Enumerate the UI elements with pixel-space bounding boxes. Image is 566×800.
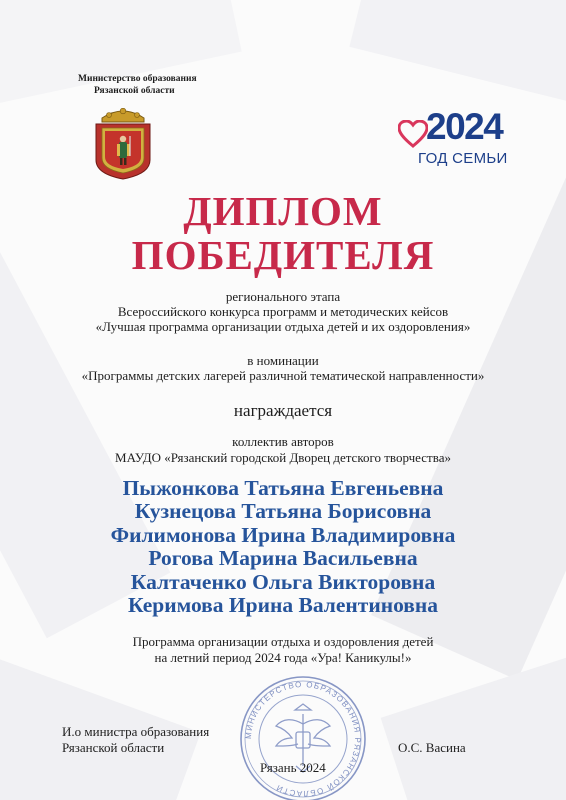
program-line-2: на летний период 2024 года «Ура! Каникулы!» bbox=[154, 650, 412, 665]
contest-line-3: «Лучшая программа организации отдыха детей и их оздоровления» bbox=[95, 319, 471, 334]
contest-line-2: Всероссийского конкурса программ и методических кейсов bbox=[117, 304, 449, 319]
year-number: 2024 bbox=[426, 106, 503, 147]
program-description bbox=[0, 634, 566, 666]
team-line-2: МАУДО «Рязанский городской Дворец детского творчества» bbox=[115, 450, 451, 465]
program-line-1: Программа организации отдыха и оздоровления детей bbox=[132, 634, 434, 649]
year-caption: ГОД СЕМЬИ bbox=[418, 150, 508, 167]
authors-list bbox=[0, 477, 566, 617]
coat-of-arms-icon bbox=[94, 108, 152, 180]
city-year: Рязань 2024 bbox=[260, 760, 326, 775]
nomination-line-2: «Программы детских лагерей различной тематической направленности» bbox=[81, 368, 485, 383]
team-line-1: коллектив авторов bbox=[232, 434, 334, 449]
diploma-title-line-2: ПОБЕДИТЕЛЯ bbox=[131, 232, 435, 278]
seal-ring-text: МИНИСТЕРСТВО ОБРАЗОВАНИЯ РЯЗАНСКОЙ ОБЛАСТИ bbox=[243, 679, 363, 799]
position-line-2: Рязанской области bbox=[62, 740, 165, 755]
author-name: Калтаченко Ольга Викторовна bbox=[130, 569, 436, 594]
contest-description bbox=[0, 289, 566, 334]
seal-icon bbox=[238, 674, 368, 800]
heart-icon bbox=[398, 120, 428, 148]
signatory-position bbox=[62, 724, 209, 756]
nomination bbox=[0, 353, 566, 383]
background-shape bbox=[381, 650, 566, 800]
awarded-label: награждается bbox=[233, 401, 333, 420]
nomination-line-1: в номинации bbox=[247, 353, 319, 368]
team-block bbox=[0, 434, 566, 466]
diploma-title-line-1: ДИПЛОМ bbox=[183, 188, 383, 234]
ministry-line-1: Министерство образования bbox=[78, 74, 197, 84]
author-name: Пыжонкова Татьяна Евгеньевна bbox=[122, 476, 444, 500]
contest-line-1: регионального этапа bbox=[225, 289, 341, 304]
background-shape bbox=[349, 0, 566, 110]
ministry-header bbox=[78, 73, 238, 97]
author-name: Керимова Ирина Валентиновна bbox=[127, 593, 439, 618]
author-name: Филимонова Ирина Владимировна bbox=[110, 522, 456, 547]
author-name: Кузнецова Татьяна Борисовна bbox=[134, 499, 432, 524]
ministry-line-2: Рязанской области bbox=[94, 86, 175, 96]
position-line-1: И.о министра образования bbox=[62, 724, 210, 739]
author-name: Рогова Марина Васильевна bbox=[148, 546, 418, 571]
signatory-name: О.С. Васина bbox=[398, 740, 466, 755]
